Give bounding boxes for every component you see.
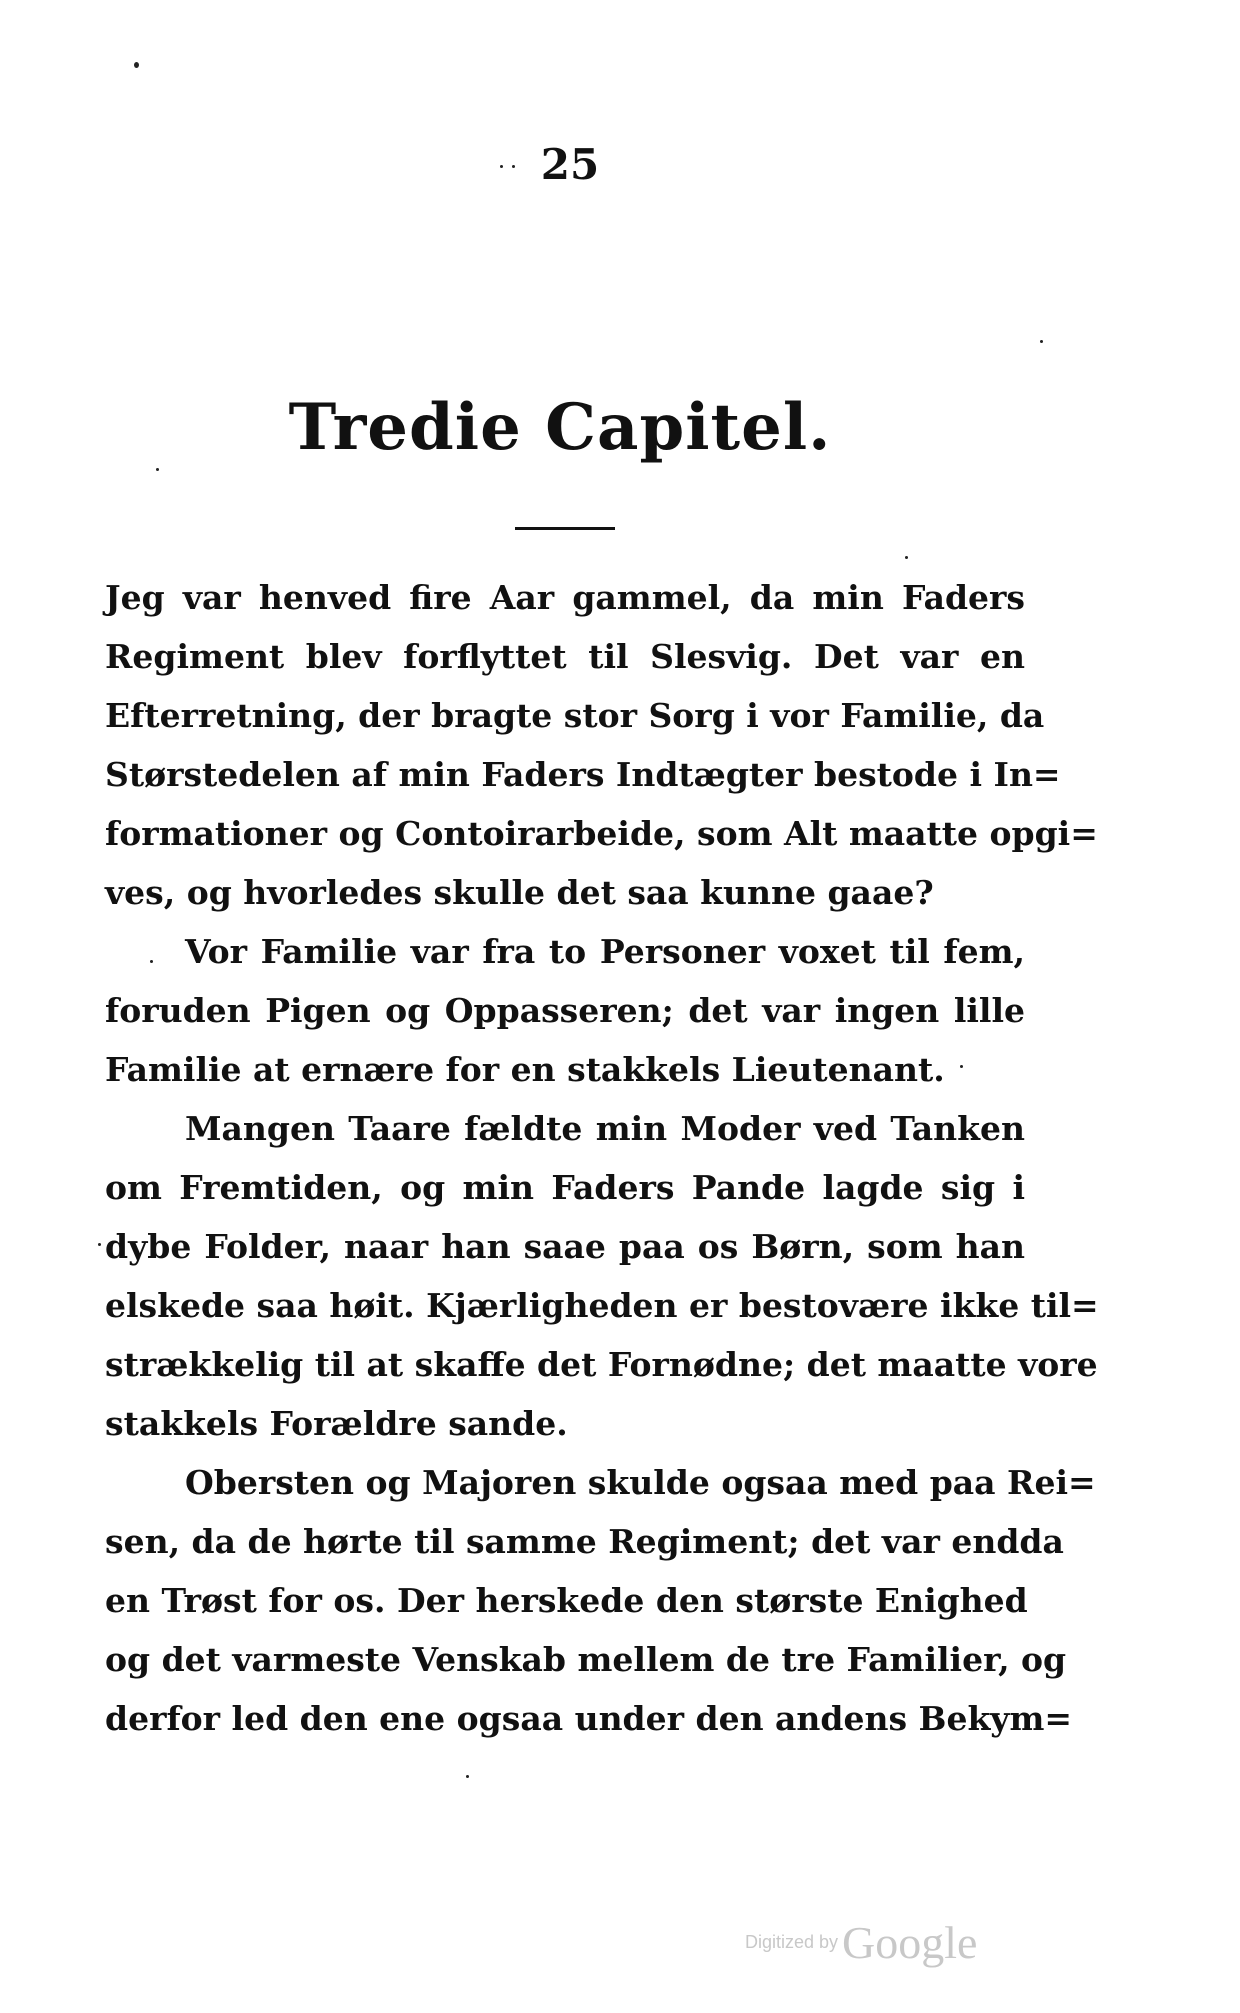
text-line: om Fremtiden, og min Faders Pande lagde sig i: [105, 1168, 1025, 1207]
text-line: derfor led den ene ogsaa under den andens Bekym=: [105, 1699, 1073, 1738]
body-text: [105, 568, 1099, 1748]
scan-speck: [1040, 340, 1043, 343]
text-line: Efterretning, der bragte stor Sorg i vor Familie, da: [105, 696, 1045, 735]
digitized-by-google-watermark: [745, 1916, 977, 1969]
text-line: dybe Folder, naar han saae paa os Børn, som han: [105, 1227, 1025, 1266]
text-line: og det varmeste Venskab mellem de tre Familier, og: [105, 1640, 1067, 1679]
text-line: Familie at ernære for en stakkels Lieutenant.: [105, 1050, 945, 1089]
text-line: Regiment blev forflyttet til Slesvig. Det var en: [105, 637, 1025, 676]
text-line: Størstedelen af min Faders Indtægter bestode i In=: [105, 755, 1061, 794]
text-line: stakkels Forældre sande.: [105, 1404, 568, 1443]
title-divider: [515, 527, 615, 530]
scan-speck: [156, 468, 159, 471]
watermark-logo: Google: [842, 1917, 978, 1968]
text-line: strækkelig til at skaffe det Fornødne; det maatte vore: [105, 1345, 1098, 1384]
scan-speck: [134, 62, 139, 68]
text-line: elskede saa høit. Kjærligheden er bestovære ikke til=: [105, 1286, 1099, 1325]
scan-speck: [98, 1243, 101, 1246]
text-line: Jeg var henved fire Aar gammel, da min Faders: [105, 578, 1025, 617]
chapter-title: Tredie Capitel.: [288, 390, 832, 465]
page-number: 25: [540, 140, 600, 189]
scan-speck: [466, 1775, 469, 1778]
text-line: Obersten og Majoren skulde ogsaa med paa Rei=: [185, 1463, 1096, 1502]
text-line: Mangen Taare fældte min Moder ved Tanken: [185, 1109, 1025, 1148]
text-line: foruden Pigen og Oppasseren; det var ingen lille: [105, 991, 1025, 1030]
watermark-prefix: Digitized by: [745, 1932, 839, 1952]
text-line: formationer og Contoirarbeide, som Alt maatte opgi=: [105, 814, 1098, 853]
text-line: sen, da de hørte til samme Regiment; det var endda: [105, 1522, 1064, 1561]
scan-speck: [905, 556, 908, 559]
text-line: en Trøst for os. Der herskede den største Enighed: [105, 1581, 1028, 1620]
text-line: Vor Familie var fra to Personer voxet til fem,: [185, 932, 1025, 971]
text-line: ves, og hvorledes skulle det saa kunne gaae?: [105, 873, 934, 912]
